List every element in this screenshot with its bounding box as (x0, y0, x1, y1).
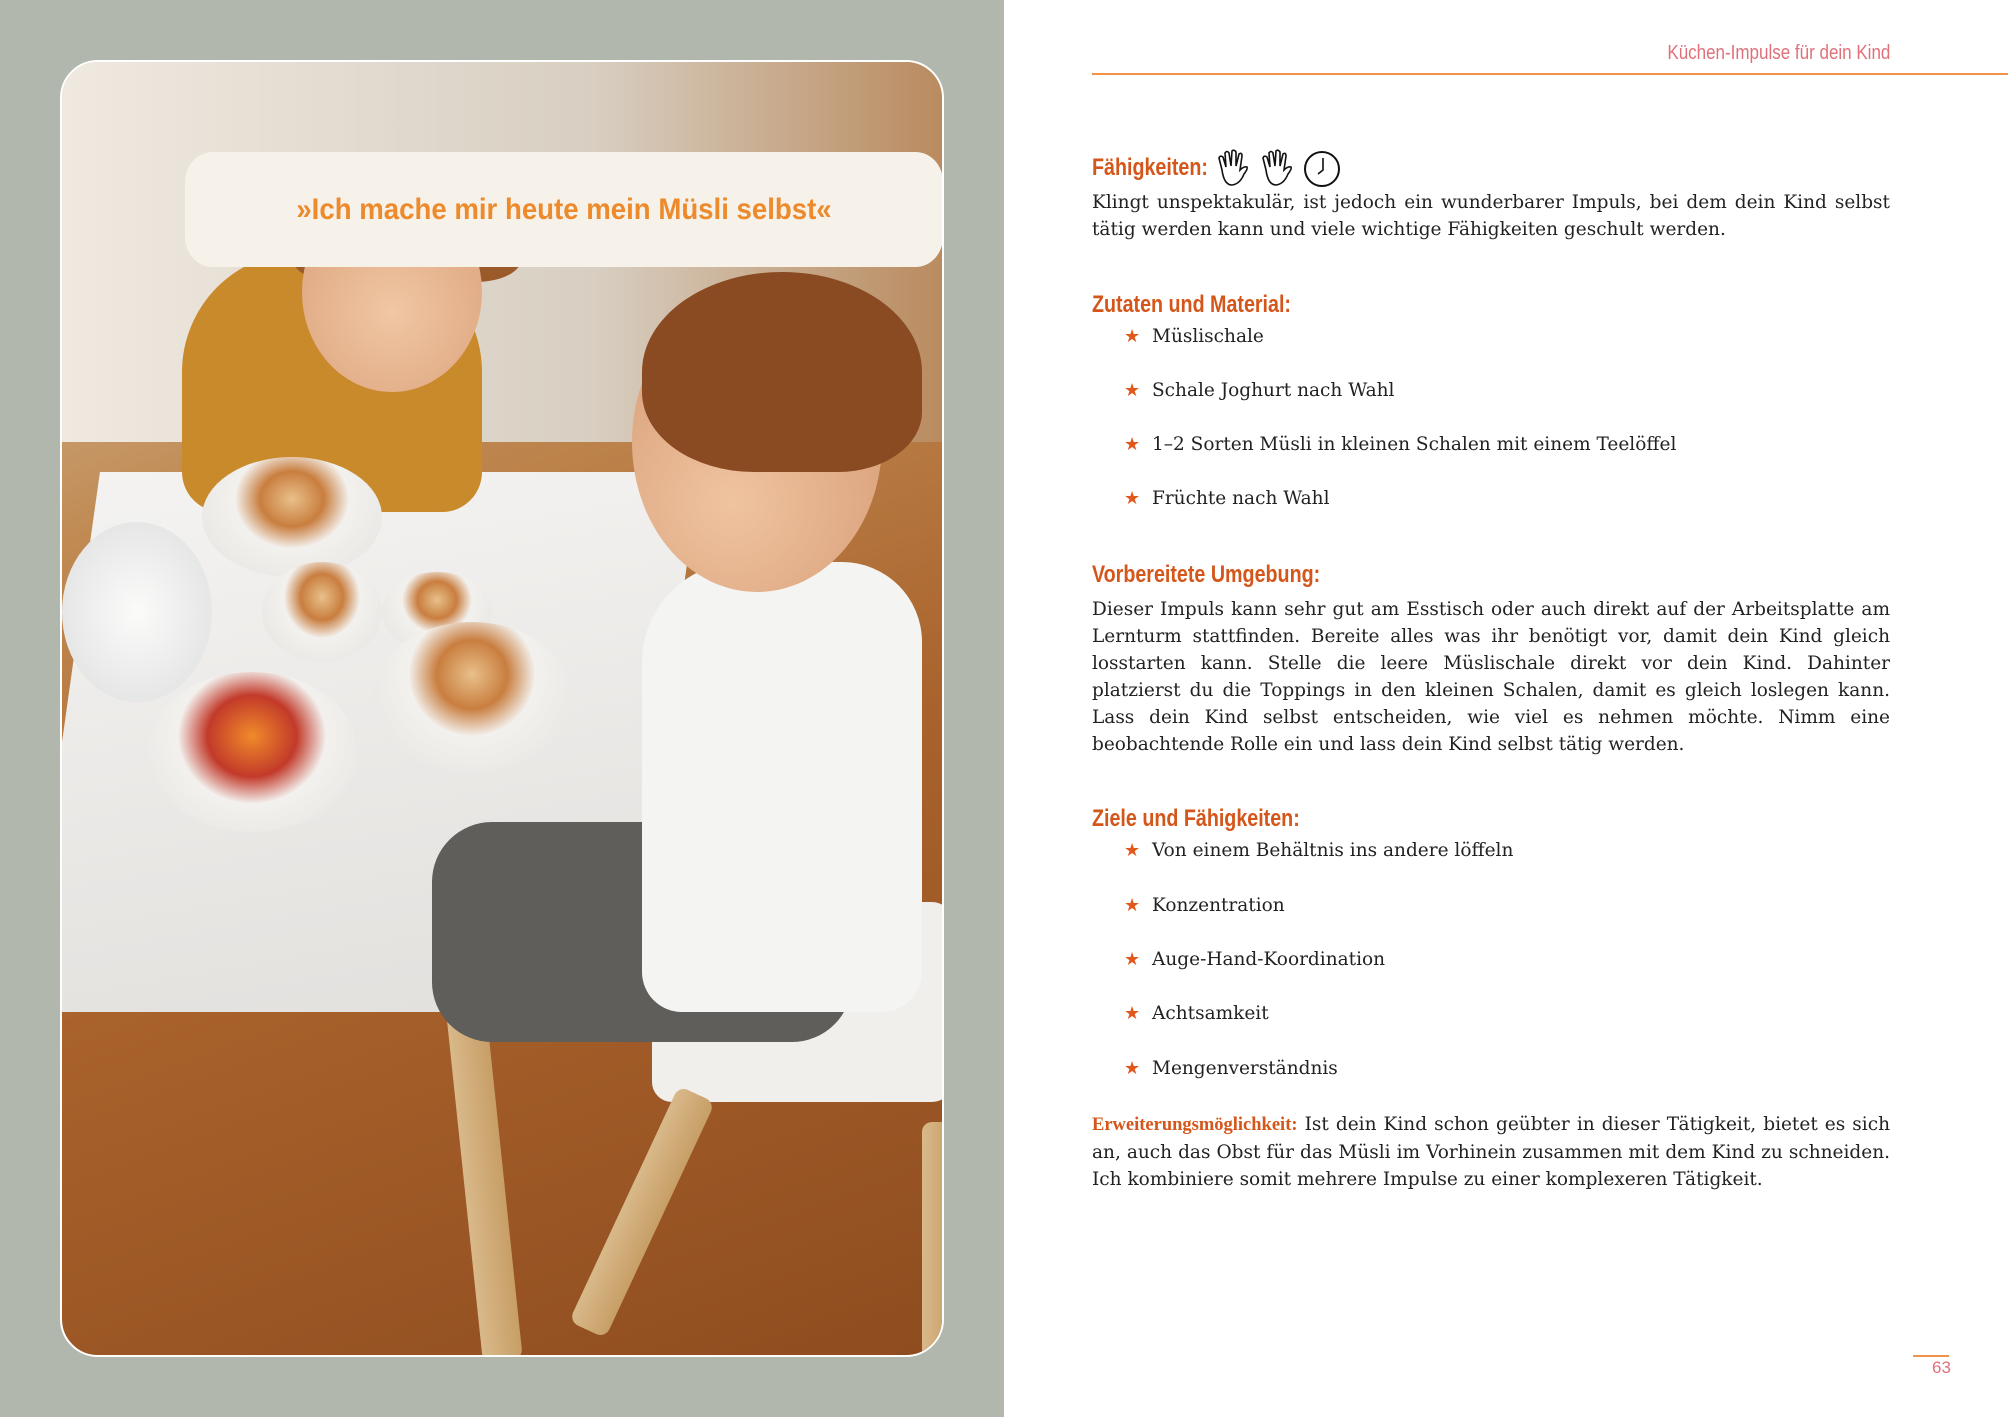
page-number-rule (1913, 1355, 1949, 1357)
star-icon: ★ (1124, 840, 1141, 861)
skills-heading: Fähigkeiten: (1092, 154, 1208, 181)
hand-icon (1258, 148, 1296, 188)
item-text: Achtsamkeit (1152, 1003, 1269, 1024)
children-making-muesli-photo (60, 60, 944, 1357)
item-text: Konzentration (1152, 895, 1285, 916)
list-item (1124, 488, 1330, 509)
list-item (1124, 380, 1394, 401)
item-text: Auge-Hand-Koordination (1152, 949, 1386, 970)
list-item (1124, 949, 1385, 970)
item-text: 1–2 Sorten Müsli in kleinen Schalen mit einem Teelöffel (1152, 434, 1677, 455)
list-item (1124, 1058, 1338, 1079)
goals-heading: Ziele und Fähigkeiten: (1092, 805, 1300, 832)
skill-icons (1214, 148, 1342, 188)
skills-text: Klingt unspektakulär, ist jedoch ein wunderbarer Impuls, bei dem dein Kind selbst tätig werden kann und viele wichtige Fähigkeiten geschult werden. (1092, 192, 1890, 240)
list-item (1124, 895, 1285, 916)
page-number: 63 (1932, 1358, 1951, 1377)
star-icon: ★ (1124, 380, 1141, 401)
quote-banner: »Ich mache mir heute mein Müsli selbst« (185, 152, 943, 267)
extension-label: Erweiterungsmöglichkeit: (1092, 1115, 1298, 1135)
environment-heading: Vorbereitete Umgebung: (1092, 561, 1321, 588)
star-icon: ★ (1124, 1003, 1141, 1024)
stool-leg (569, 1086, 715, 1339)
hair (642, 272, 922, 472)
fruit-bowl (147, 672, 357, 832)
list-item (1124, 840, 1513, 861)
hand-icon (1214, 148, 1252, 188)
ingredients-heading: Zutaten und Material: (1092, 291, 1291, 318)
child-right (642, 562, 922, 1012)
extension-text: Ist dein Kind schon geübter in dieser Tätigkeit, bietet es sich an, auch das Obst für das Müsli im Vorhinein zusammen mit dem Kind zu schneiden. Ich kombiniere somit mehrere Impulse zu einer komplexeren Tätigkeit. (1092, 1114, 1890, 1190)
star-icon: ★ (1124, 434, 1141, 455)
item-text: Von einem Behältnis ins andere löffeln (1152, 840, 1514, 861)
clock-icon (1302, 148, 1342, 188)
yogurt-bowl (62, 522, 212, 702)
running-header: Küchen-Impulse für dein Kind (1666, 42, 1890, 64)
list-item (1124, 434, 1676, 455)
item-text: Schale Joghurt nach Wahl (1152, 380, 1395, 401)
star-icon: ★ (1124, 326, 1141, 347)
bowl (372, 622, 572, 772)
star-icon: ★ (1124, 895, 1141, 916)
bowl (202, 457, 382, 577)
star-icon: ★ (1124, 949, 1141, 970)
item-text: Müslischale (1152, 326, 1264, 347)
bowl (262, 562, 382, 662)
item-text: Früchte nach Wahl (1152, 488, 1330, 509)
list-item (1124, 1003, 1269, 1024)
environment-text: Dieser Impuls kann sehr gut am Esstisch oder auch direkt auf der Arbeitsplatte am Lernturm stattfinden. Bereite alles was ihr benötigt vor, damit dein Kind gleich losstarten kann. Stelle die leere Müslischale direkt vor dein Kind. Dahinter platzierst du die Toppings in den kleinen Schalen, damit es gleich loslegen kann. Lass dein Kind selbst entscheiden, wie viel es nehmen möchte. Nimm eine beobachtende Rolle ein und lass dein Kind selbst tätig werden. (1092, 599, 1890, 755)
star-icon: ★ (1124, 488, 1141, 509)
stool-leg (922, 1122, 944, 1357)
list-item (1124, 326, 1264, 347)
header-rule (1092, 73, 2008, 75)
extension-paragraph (1092, 1111, 1890, 1193)
star-icon: ★ (1124, 1058, 1141, 1079)
item-text: Mengenverständnis (1152, 1058, 1338, 1079)
